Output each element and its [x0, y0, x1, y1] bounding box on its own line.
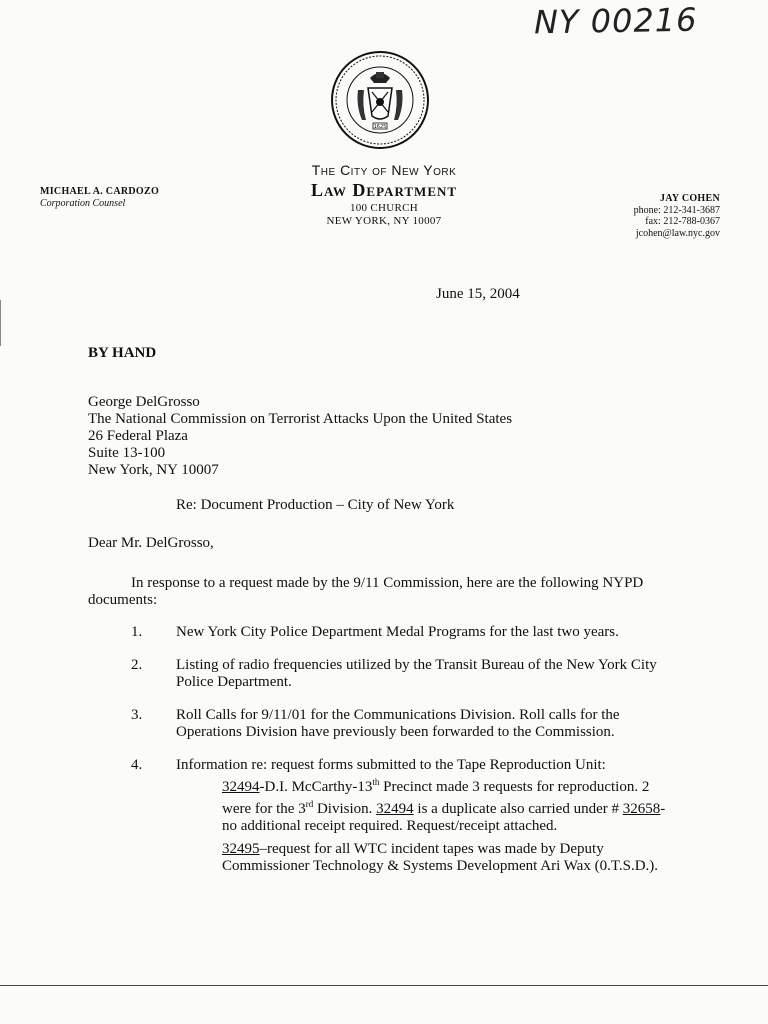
list-item-line: Roll Calls for 9/11/01 for the Communications Division. Roll calls for the	[176, 707, 620, 723]
request-number: 32495	[222, 841, 260, 857]
intro-paragraph-line2: documents:	[88, 592, 158, 608]
corporation-counsel-name: MICHAEL A. CARDOZO	[40, 186, 160, 197]
sub-item-line: no additional receipt required. Request/receipt attached.	[222, 818, 558, 834]
recipient-line: 26 Federal Plaza	[88, 428, 188, 444]
letterhead-address-city: NEW YORK, NY 10007	[326, 215, 442, 227]
list-item	[176, 707, 706, 741]
list-item-line: Listing of radio frequencies utilized by the Transit Bureau of the New York City	[176, 657, 657, 673]
sub-item-line	[222, 841, 702, 858]
list-item-line: Operations Division have previously been forwarded to the Commission.	[176, 724, 615, 740]
list-item	[176, 624, 706, 641]
letter-date: June 15, 2004	[436, 286, 520, 302]
sender-phone: phone: 212-341-3687	[633, 204, 720, 216]
handwritten-document-number: NY 00216	[533, 0, 698, 42]
subject-line: Re: Document Production – City of New York	[176, 497, 455, 513]
city-seal-emblem	[330, 50, 430, 150]
recipient-line: The National Commission on Terrorist Attacks Upon the United States	[88, 411, 513, 427]
text-span: is a duplicate also carried under #	[413, 801, 623, 817]
delivery-method: BY HAND	[88, 345, 157, 361]
letterhead-address-street: 100 CHURCH	[349, 202, 419, 214]
page-bottom-rule	[0, 985, 768, 986]
wtc-tape-request	[222, 841, 702, 875]
text-span: -	[660, 801, 666, 817]
sender-contact-block	[634, 193, 720, 239]
corporation-counsel-title: Corporation Counsel	[40, 198, 126, 209]
list-item-line: Police Department.	[176, 674, 292, 690]
list-item-line: New York City Police Department Medal Programs for the last two years.	[176, 624, 619, 640]
intro-paragraph-line1: In response to a request made by the 9/11 Commission, here are the following NYPD	[131, 575, 644, 591]
list-item	[176, 757, 706, 774]
text-span: Division.	[313, 801, 377, 817]
list-item-line: Information re: request forms submitted to the Tape Reproduction Unit:	[176, 757, 606, 773]
text-span: Precinct made 3 requests for reproduction. 2	[379, 779, 650, 795]
page-edge-mark	[0, 300, 1, 346]
ordinal-suffix: th	[372, 777, 380, 787]
text-span: –request for all WTC incident tapes was made by Deputy	[259, 841, 604, 857]
recipient-address	[88, 394, 512, 479]
recipient-line: Suite 13-100	[88, 445, 166, 461]
tape-request-details	[222, 774, 702, 835]
recipient-line: New York, NY 10007	[88, 462, 219, 478]
request-number: 32494	[376, 801, 414, 817]
request-number: 32658	[622, 801, 661, 817]
ordinal-suffix: rd	[305, 799, 314, 809]
text-span: -D.I. McCarthy-13	[259, 779, 373, 795]
text-span: were for the 3	[222, 801, 306, 817]
sub-item-line	[222, 796, 702, 818]
sender-name: JAY COHEN	[659, 193, 720, 204]
letterhead-department: Law Department	[310, 180, 458, 200]
request-number: 32494	[222, 779, 260, 795]
recipient-line: George DelGrosso	[88, 394, 200, 410]
list-item-number: 2.	[131, 657, 143, 673]
list-item-number: 1.	[131, 624, 143, 640]
letterhead-city: The City of New York	[311, 162, 457, 178]
list-item-number: 4.	[131, 757, 143, 773]
sender-email: jcohen@law.nyc.gov	[635, 227, 720, 239]
salutation: Dear Mr. DelGrosso,	[88, 535, 214, 551]
sender-fax: fax: 212-788-0367	[645, 216, 720, 227]
list-item	[176, 657, 706, 691]
sub-item-line: Commissioner Technology & Systems Development Ari Wax (0.T.S.D.).	[222, 858, 659, 874]
sub-item-line	[222, 774, 702, 796]
svg-text:1625: 1625	[373, 124, 387, 130]
list-item-number: 3.	[131, 707, 143, 723]
